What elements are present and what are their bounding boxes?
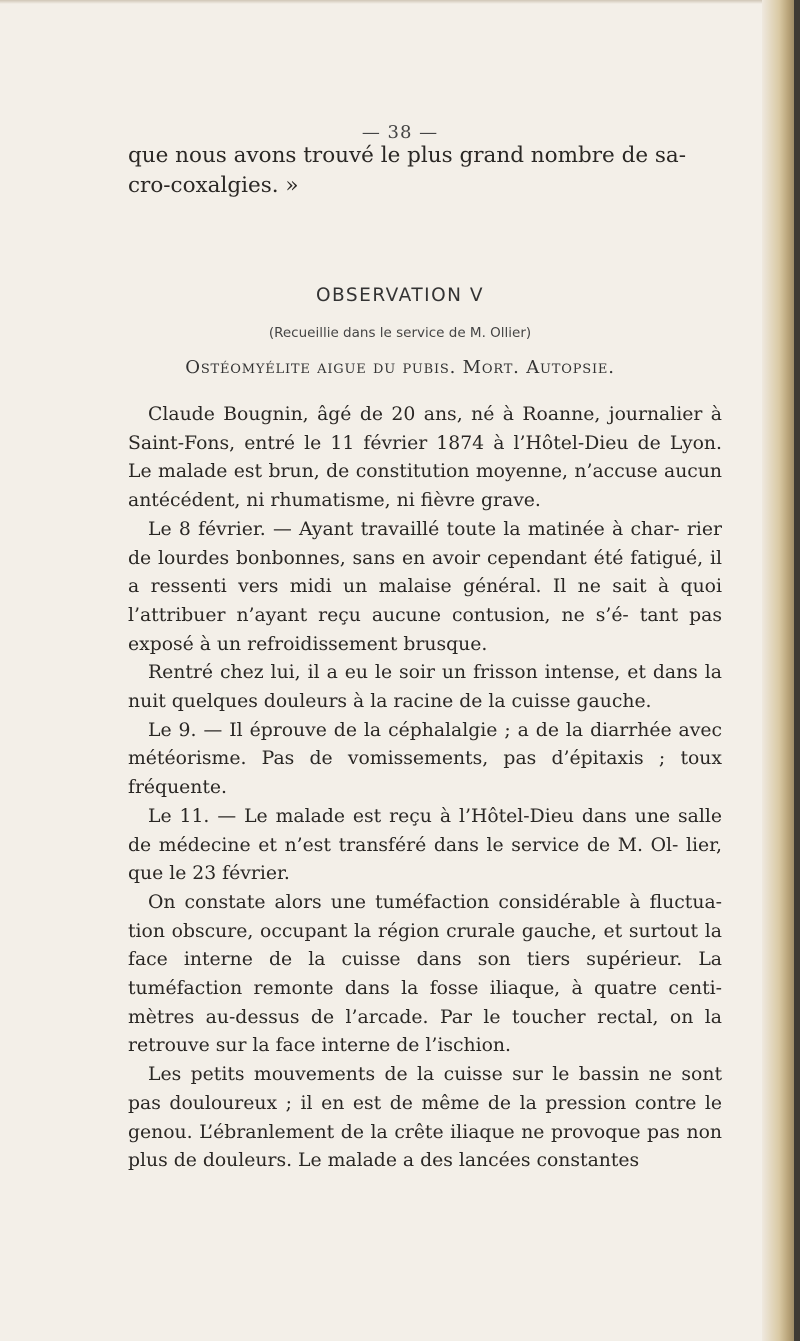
paragraph: Rentré chez lui, il a eu le soir un frisson intense, et dans la nuit quelques douleurs à la racine de la cuisse gauche. (128, 662, 722, 713)
page-top-edge (0, 0, 762, 4)
opening-paragraph: que nous avons trouvé le plus grand nombre de sa- cro-coxalgies. » (128, 143, 687, 198)
observation-source: (Recueillie dans le service de M. Ollier) (268, 325, 532, 341)
observation-title: OBSERVATION V (315, 285, 485, 306)
paragraph: Les petits mouvements de la cuisse sur le bassin ne sont pas douloureux ; il en est de même de la pression contre le genou. L’ébranlement de la crête iliaque ne provoque pas non plus de douleurs. Le malade a des lancées constantes (128, 1064, 722, 1172)
page-number: — 38 — (361, 122, 439, 143)
page-binding-shadow (794, 0, 800, 1341)
paragraph: Le 8 février. — Ayant travaillé toute la matinée à char- rier de lourdes bonbonnes, sans en avoir cependant été fatigué, il a ressenti vers midi un malaise général. Il ne sait à quoi l’attribuer n’ayant reçu aucune contusion, ne s’é- tant pas exposé à un refroidissement brusque. (128, 518, 722, 655)
observation-body (128, 401, 722, 1176)
paragraph: Le 11. — Le malade est reçu à l’Hôtel-Dieu dans une salle de médecine et n’est transféré dans le service de M. Ol- lier, que le 23 février. (128, 805, 722, 885)
paragraph: On constate alors une tuméfaction considérable à fluctua- tion obscure, occupant la région crurale gauche, et surtout la face interne de la cuisse dans son tiers supérieur. La tuméfaction remonte dans la fosse iliaque, à quatre centi- mètres au-dessus de l’arcade. Par le toucher rectal, on la retrouve sur la face interne de l’ischion. (128, 891, 722, 1057)
observation-subtitle: Ostéomyélite aigue du pubis. Mort. Autopsie. (185, 357, 615, 378)
paragraph: Claude Bougnin, âgé de 20 ans, né à Roanne, journalier à Saint-Fons, entré le 11 février 1874 à l’Hôtel-Dieu de Lyon. Le malade est brun, de constitution moyenne, n’accuse aucun antécédent, ni rhumatisme, ni fièvre grave. (128, 404, 722, 512)
paragraph: Le 9. — Il éprouve de la céphalalgie ; a de la diarrhée avec météorisme. Pas de vomissements, pas d’épitaxis ; toux fréquente. (128, 719, 722, 799)
